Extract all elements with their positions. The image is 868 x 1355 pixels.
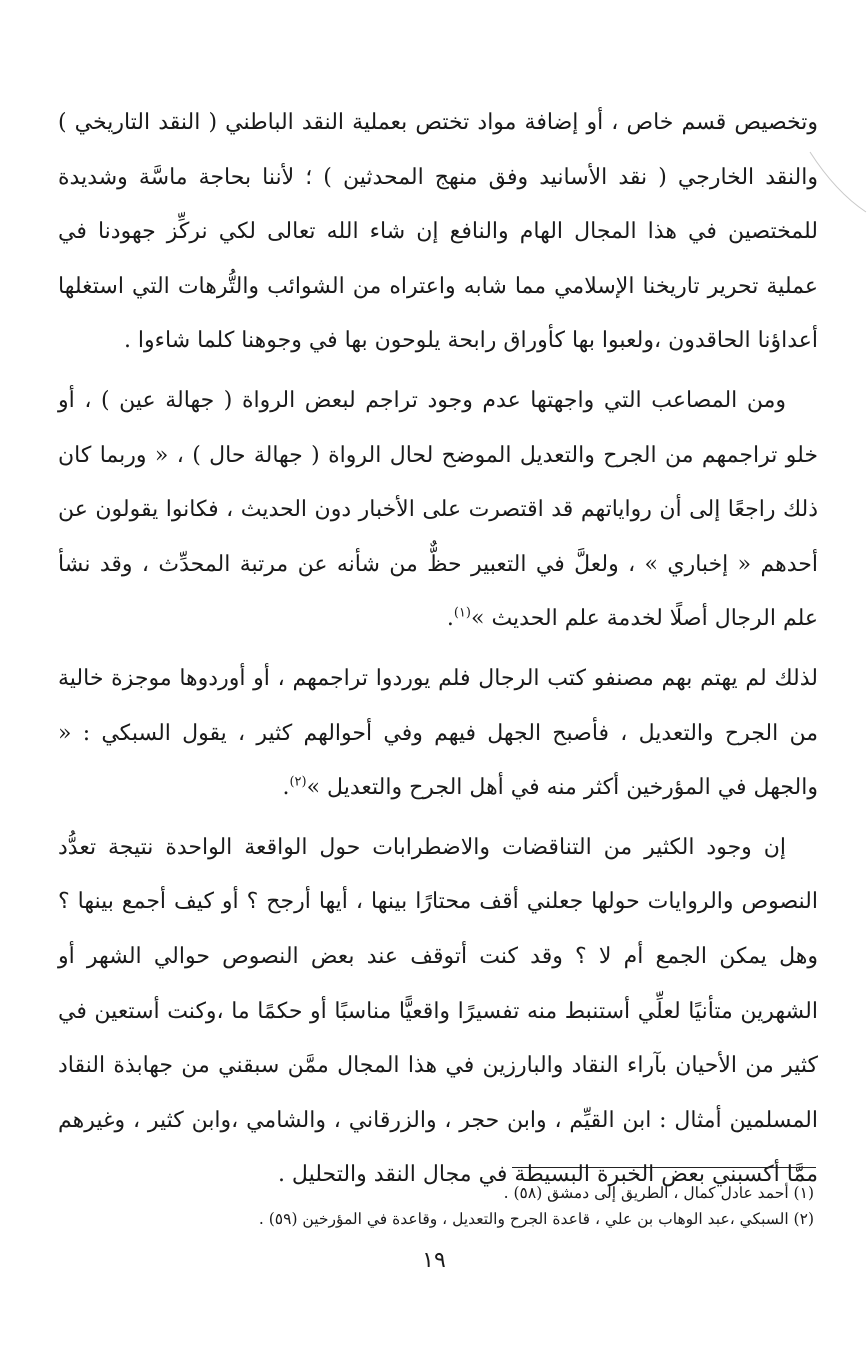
paragraph-4: إن وجود الكثير من التناقضات والاضطرابات حول الواقعة الواحدة نتيجة تعدُّد النصوص والروايات حولها جعلني أقف محتارًا بينها ، أيها أرجح ؟ أو كيف أجمع بينها ؟ وهل يمكن الجمع أم لا ؟ وقد كنت أتوقف عند بعض النصوص حوالي الشهر أو الشهرين متأنيًا لعلِّي أستنبط منه تفسيرًا واقعيًّا مناسبًا أو حكمًا ما ،وكنت أستعين في كثير من الأحيان بآراء النقاد والبارزين في هذا المجال ممَّن سبقني من جهابذة النقاد المسلمين أمثال : ابن القيِّم ، وابن حجر ، والزرقاني ، والشامي ،وابن كثير ، وغيرهم ممَّا أكسبني بعض الخبرة البسيطة في مجال النقد والتحليل . [58,834,818,1188]
paragraph-3-tail: . [282,775,290,801]
paragraph-2 [58,374,818,647]
page-number: ١٩ [422,1248,446,1273]
paragraph-2-tail: . [446,606,454,632]
footnote-separator [512,1167,816,1168]
main-text [58,96,818,1203]
footnote-1: (١) أحمد عادل كمال ، الطريق إلى دمشق (٥٨) . [503,1184,814,1202]
paragraph-1: وتخصيص قسم خاص ، أو إضافة مواد تختص بعملية النقد الباطني ( النقد التاريخي ) والنقد الخارجي ( نقد الأسانيد وفق منهج المحدثين ) ؛ لأننا بحاجة ماسَّة وشديدة للمختصين في هذا المجال الهام والنافع إن شاء الله تعالى لكي نركِّز جهودنا في عملية تحرير تاريخنا الإسلامي مما شابه واعتراه من الشوائب والتُّرهات التي استغلها أعداؤنا الحاقدون ،ولعبوا بها كأوراق رابحة يلوحون بها في وجوهنا كلما شاءوا . [58,110,818,354]
paragraph-3-text: لذلك لم يهتم بهم مصنفو كتب الرجال فلم يوردوا تراجمهم ، أو أوردوها موجزة خالية من الجرح والتعديل ، فأصبح الجهل فيهم وفي أحوالهم كثير ، يقول السبكي : « والجهل في المؤرخين أكثر منه في أهل الجرح والتعديل » [58,665,818,801]
footnote-ref-1: (١) [453,606,471,622]
paragraph-3 [58,652,818,816]
footnotes [200,1180,814,1232]
footnote-2: (٢) السبكي ،عبد الوهاب بن علي ، قاعدة الجرح والتعديل ، وقاعدة في المؤرخين (٥٩) . [258,1210,814,1228]
footnote-ref-2: (٢) [289,774,307,790]
paragraph-2-text: ومن المصاعب التي واجهتها عدم وجود تراجم لبعض الرواة ( جهالة عين ) ، أو خلو تراجمهم من الجرح والتعديل الموضح لحال الرواة ( جهالة حال ) ، « وربما كان ذلك راجعًا إلى أن رواياتهم قد اقتصرت على الأخبار دون الحديث ، فكانوا يقولون عن أحدهم « إخباري » ، ولعلَّ في التعبير حظٌّ من شأنه عن مرتبة المحدِّث ، وقد نشأ علم الرجال أصلًا لخدمة علم الحديث » [58,387,818,632]
